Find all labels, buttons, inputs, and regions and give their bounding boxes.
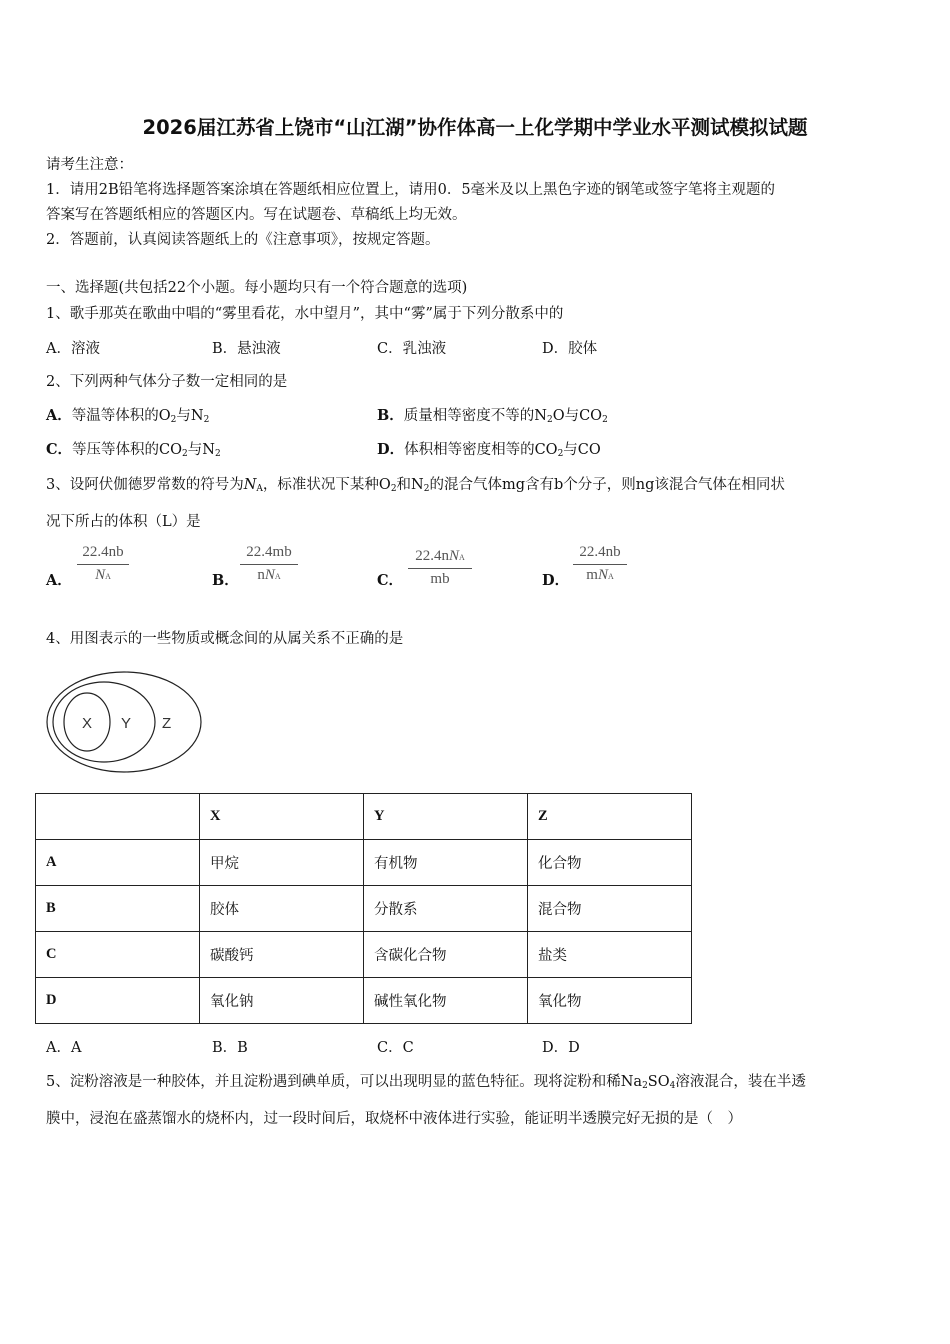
fraction-denominator — [573, 565, 627, 584]
table-row — [36, 840, 692, 886]
table-cell: 化合物 — [528, 840, 692, 886]
q2-option-c-text: 等压等体积的CO — [72, 442, 183, 458]
q5-stem-part: 5、淀粉溶液是一种胶体，并且淀粉遇到碘单质，可以出现明显的蓝色特征。现将淀粉和稀Na — [46, 1074, 643, 1090]
subscript: 2 — [170, 415, 177, 425]
q2-option-d-text2: 与CO — [563, 442, 601, 458]
subscript: 2 — [214, 449, 221, 459]
question-4-stem: 4、用图表示的一些物质或概念间的从属关系不正确的是 — [46, 631, 404, 647]
q5-stem-part: 溶液混合，装在半透 — [675, 1074, 806, 1090]
table-cell: 盐类 — [528, 932, 692, 978]
diagram-label-x: X — [82, 715, 93, 732]
fraction-denominator: mb — [430, 571, 450, 587]
q1-option-c: C．乳浊液 — [377, 341, 447, 357]
q4-table — [35, 793, 692, 1024]
subscript: A — [256, 484, 263, 494]
nested-ellipse-diagram — [44, 670, 206, 776]
table-cell: C — [36, 932, 200, 978]
q3-option-c-fraction — [408, 548, 472, 588]
q4-option-c: C．C — [377, 1040, 414, 1056]
table-header-cell: X — [200, 794, 364, 840]
symbol-text: 22.4n — [415, 548, 449, 564]
question-1-stem: 1、歌手那英在歌曲中唱的“雾里看花，水中望月”，其中“雾”属于下列分散系中的 — [46, 306, 564, 322]
table-cell: 胶体 — [200, 886, 364, 932]
table-cell: 混合物 — [528, 886, 692, 932]
q3-stem-part: 的混合气体mg含有b个分子，则ng该混合气体在相同状 — [429, 477, 785, 493]
q2-option-b — [377, 404, 608, 425]
symbol-n: N — [597, 567, 608, 583]
subscript: A — [105, 572, 111, 581]
q1-option-a: A．溶液 — [46, 341, 100, 357]
subscript: 4 — [669, 1081, 676, 1091]
q1-option-d: D．胶体 — [542, 341, 598, 357]
q2-option-b-label: B． — [377, 407, 404, 424]
subscript: A — [458, 553, 465, 562]
diagram-label-y: Y — [121, 715, 132, 732]
q2-option-a-text2: 与N — [176, 408, 204, 424]
table-cell: D — [36, 978, 200, 1024]
subscript: 2 — [546, 415, 553, 425]
table-cell: 氧化钠 — [200, 978, 364, 1024]
fraction-denominator — [240, 565, 298, 584]
q4-option-a: A．A — [46, 1040, 82, 1056]
table-cell: 含碳化合物 — [364, 932, 528, 978]
subscript: 2 — [423, 484, 430, 494]
q3-option-d-fraction — [573, 544, 627, 584]
q2-option-a — [46, 404, 209, 425]
q2-option-a-text: 等温等体积的O — [71, 408, 171, 424]
table-cell: B — [36, 886, 200, 932]
q2-option-d-label: D． — [377, 441, 405, 458]
table-row — [36, 932, 692, 978]
question-3-stem — [46, 473, 785, 494]
table-cell: 碱性氧化物 — [364, 978, 528, 1024]
notice-line-1: 1．请用2B铅笔将选择题答案涂填在答题纸相应位置上，请用0．5毫米及以上黑色字迹的钢笔或签字笔将主观题的 — [46, 182, 776, 198]
table-cell: 氧化物 — [528, 978, 692, 1024]
table-cell: 分散系 — [364, 886, 528, 932]
table-row — [36, 978, 692, 1024]
fraction-denominator — [77, 565, 129, 584]
question-2-stem: 2、下列两种气体分子数一定相同的是 — [46, 374, 288, 390]
table-cell: 有机物 — [364, 840, 528, 886]
q3-stem-part: 3、设阿伏伽德罗常数的符号为 — [46, 477, 244, 493]
symbol-n: N — [448, 548, 459, 564]
q2-option-d — [377, 438, 601, 459]
table-header-cell: Z — [528, 794, 692, 840]
notice-line-2: 答案写在答题纸相应的答题区内。写在试题卷、草稿纸上均无效。 — [46, 207, 467, 223]
question-5-stem-line-2: 膜中，浸泡在盛蒸馏水的烧杯内，过一段时间后，取烧杯中液体进行实验，能证明半透膜完好无损的是（ ） — [46, 1111, 742, 1127]
q4-option-d: D．D — [542, 1040, 580, 1056]
q2-option-c-label: C． — [46, 441, 73, 458]
table-cell: 甲烷 — [200, 840, 364, 886]
q2-option-b-text: 质量相等密度不等的N — [403, 408, 547, 424]
q4-option-b: B．B — [212, 1040, 248, 1056]
q3-option-a-fraction — [77, 544, 129, 584]
table-header-row — [36, 794, 692, 840]
subscript: 2 — [182, 449, 188, 459]
table-header-cell — [36, 794, 200, 840]
symbol-n: N — [95, 567, 106, 583]
q2-option-c — [46, 438, 221, 459]
subscript: 2 — [602, 415, 608, 425]
fraction-numerator: 22.4nb — [77, 544, 129, 565]
q5-stem-part: SO — [647, 1074, 670, 1090]
subscript: 2 — [557, 449, 564, 459]
diagram-label-z: Z — [162, 715, 172, 732]
symbol-text: m — [586, 567, 598, 583]
symbol-n: N — [264, 567, 275, 583]
question-3-stem-line-2: 况下所占的体积（L）是 — [46, 514, 201, 530]
table-cell: 碳酸钙 — [200, 932, 364, 978]
question-5-stem — [46, 1070, 806, 1091]
table-row — [36, 886, 692, 932]
subscript: 2 — [203, 415, 210, 425]
symbol-text: n — [257, 567, 265, 583]
subscript: 2 — [390, 484, 397, 494]
q1-option-b: B．悬浊液 — [212, 341, 281, 357]
section-heading: 一、选择题(共包括22个小题。每小题均只有一个符合题意的选项) — [46, 280, 468, 296]
subscript: A — [274, 572, 281, 581]
fraction-numerator: 22.4nb — [573, 544, 627, 565]
page-title: 2026届江苏省上饶市“山江湖”协作体高一上化学期中学业水平测试模拟试题 — [142, 116, 808, 139]
subscript: A — [607, 572, 614, 581]
q3-option-c-label: C． — [377, 572, 404, 589]
table-header-cell: Y — [364, 794, 528, 840]
fraction-numerator: 22.4mb — [240, 544, 298, 565]
q2-option-a-label: A． — [46, 407, 72, 424]
notice-heading: 请考生注意： — [46, 157, 133, 173]
fraction-numerator — [408, 548, 472, 569]
q3-option-d-label: D． — [542, 572, 570, 589]
subscript: 2 — [642, 1081, 648, 1091]
ellipse-y — [53, 682, 155, 762]
q3-stem-part: ，标准状况下某种O — [262, 477, 391, 493]
notice-line-3: 2．答题前，认真阅读答题纸上的《注意事项》，按规定答题。 — [46, 232, 440, 248]
q3-stem-part: 和N — [396, 477, 424, 493]
table-cell: A — [36, 840, 200, 886]
q2-option-d-text: 体积相等密度相等的CO — [404, 442, 558, 458]
q3-option-b-fraction — [240, 544, 298, 584]
q3-option-b-label: B． — [212, 572, 239, 589]
avogadro-symbol: N — [243, 477, 257, 493]
q3-option-a-label: A． — [46, 572, 72, 589]
q2-option-c-text2: 与N — [187, 442, 215, 458]
q2-option-b-text2: O与CO — [552, 408, 603, 424]
